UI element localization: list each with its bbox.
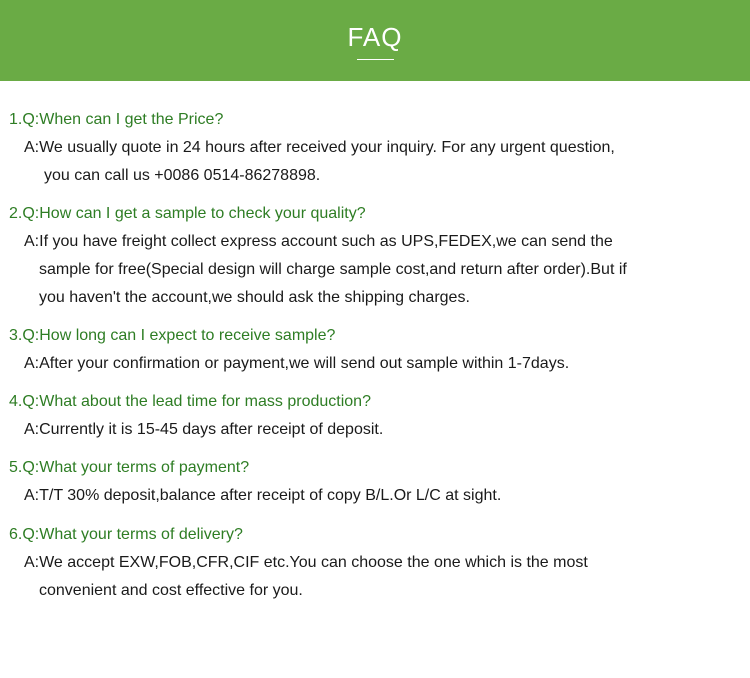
faq-answer-1-line-2: you can call us +0086 0514-86278898. (44, 167, 321, 184)
faq-answer-6-line-2: convenient and cost effective for you. (39, 582, 303, 599)
faq-answer-4-line-1: A:Currently it is 15-45 days after receipt of deposit. (24, 421, 384, 438)
faq-question-5: 5.Q:What your terms of payment? (9, 459, 250, 476)
faq-question-3: 3.Q:How long can I expect to receive sample? (9, 327, 336, 344)
faq-answer-2-line-3: you haven't the account,we should ask the shipping charges. (39, 289, 470, 306)
faq-answer-6-line-1: A:We accept EXW,FOB,CFR,CIF etc.You can choose the one which is the most (24, 554, 588, 571)
faq-question-4: 4.Q:What about the lead time for mass production? (9, 393, 371, 410)
faq-answer-2-line-2: sample for free(Special design will charge sample cost,and return after order).But if (39, 261, 627, 278)
faq-question-1: 1.Q:When can I get the Price? (9, 111, 224, 128)
faq-answer-3-line-1: A:After your confirmation or payment,we will send out sample within 1-7days. (24, 355, 570, 372)
page-title: FAQ (347, 22, 403, 52)
faq-answer-1-line-1: A:We usually quote in 24 hours after received your inquiry. For any urgent question, (24, 139, 615, 156)
faq-question-2: 2.Q:How can I get a sample to check your quality? (9, 205, 366, 222)
faq-answer-5-line-1: A:T/T 30% deposit,balance after receipt of copy B/L.Or L/C at sight. (24, 487, 502, 504)
faq-question-6: 6.Q:What your terms of delivery? (9, 526, 243, 543)
faq-answer-2-line-1: A:If you have freight collect express account such as UPS,FEDEX,we can send the (24, 233, 613, 250)
